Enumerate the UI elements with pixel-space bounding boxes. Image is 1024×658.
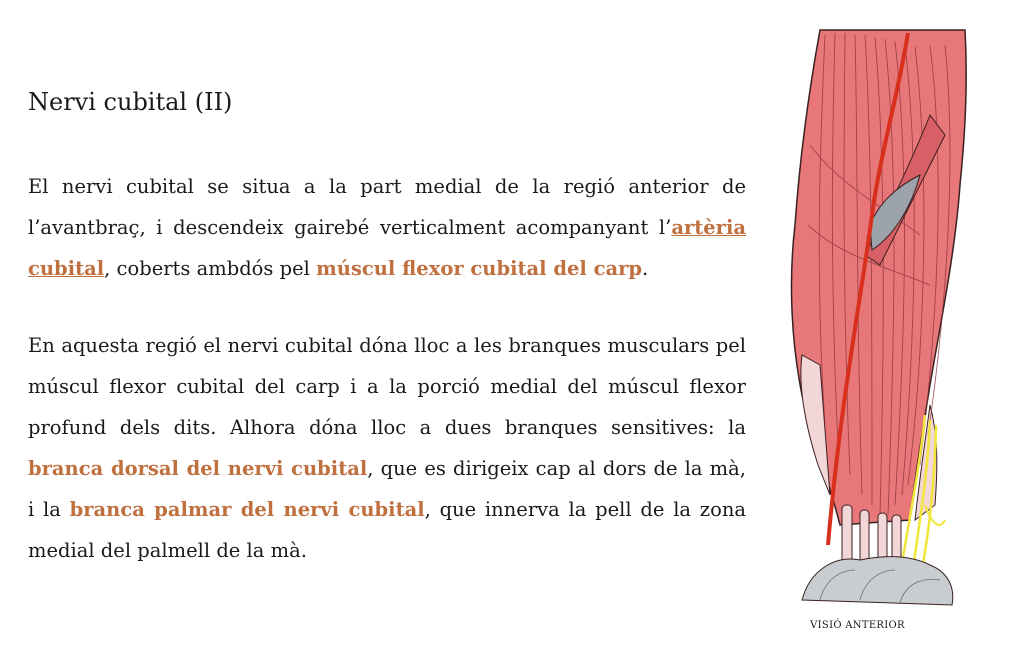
paragraph-1-text-a: El nervi cubital se situa a la part medial de la regió anterior de l’avantbraç, i descendeix gairebé verticalment acompanyant l’ [28,175,746,239]
link-branca-dorsal[interactable]: branca dorsal del nervi cubital [28,457,368,480]
paragraph-2-text-b: , que es dirigeix cap al dors de la mà, i la [28,457,746,521]
figure-caption: VISIÓ ANTERIOR [810,620,905,631]
paragraph-1 [28,166,746,289]
carpal-bones [802,557,953,605]
link-branca-palmar[interactable]: branca palmar del nervi cubital [69,498,425,521]
paragraph-1-text-c: . [642,257,649,280]
paragraph-2-text-c: , que innerva la pell de la zona medial del palmell de la mà. [28,498,747,562]
paragraph-2 [28,325,746,571]
paragraph-1-text-b: , coberts ambdós pel [104,257,317,280]
page-title: Nervi cubital (II) [28,88,233,116]
link-arteria-cubital[interactable]: artèria cubital [28,216,746,280]
paragraph-2-text-a: En aquesta regió el nervi cubital dóna lloc a les branques musculars pel múscul flexor cubital del carp i a la porció medial del múscul flexor profund dels dits. Alhora dóna lloc a dues branques sensitives: la [28,334,746,439]
forearm-anatomy-illustration [780,25,980,615]
link-muscul-flexor-cubital-carp[interactable]: múscul flexor cubital del carp [316,257,642,280]
